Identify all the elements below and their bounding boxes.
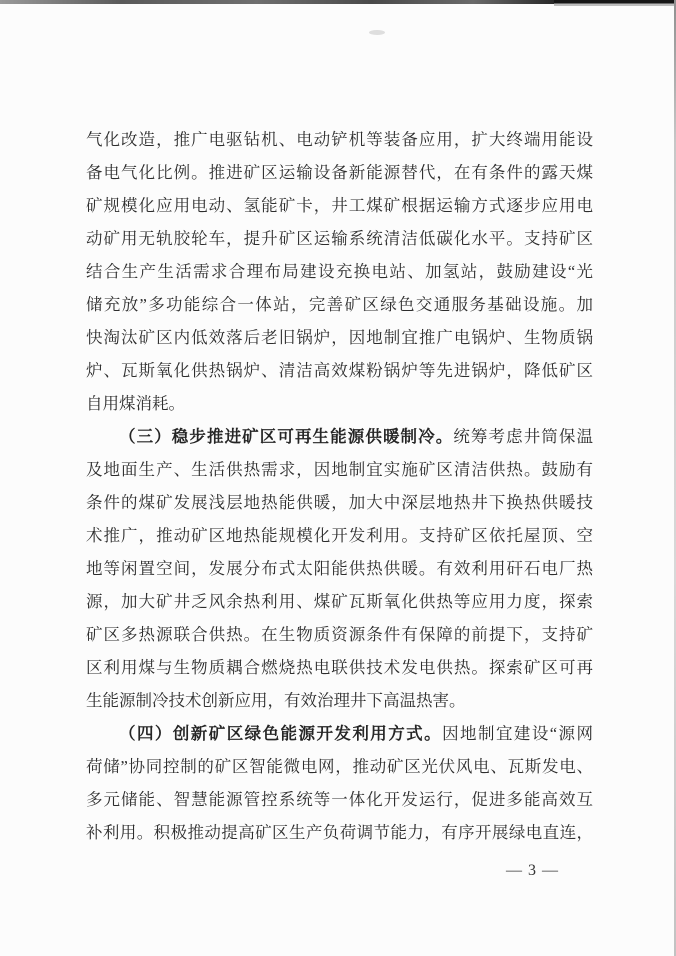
- text-line: 备电气化比例。推进矿区运输设备新能源替代，在有条件的露天煤: [86, 163, 593, 182]
- text-line: 多元储能、智慧能源管控系统等一体化开发运行，促进多能高效互: [86, 790, 593, 809]
- document-body: [86, 123, 593, 849]
- text-line: 炉、瓦斯氧化供热锅炉、清洁高效煤粉锅炉等先进锅炉，降低矿区: [86, 361, 593, 380]
- text-line: 气化改造，推广电驱钻机、电动铲机等装备应用，扩大终端用能设: [86, 130, 593, 149]
- text-line: 条件的煤矿发展浅层地热能供暖，加大中深层地热井下换热供暖技: [86, 493, 593, 512]
- text-line: 补利用。积极推动提高矿区生产负荷调节能力，有序开展绿电直连，: [86, 823, 593, 842]
- text-line: 动矿用无轨胶轮车，提升矿区运输系统清洁低碳化水平。支持矿区: [86, 229, 593, 248]
- text-line: 矿区多热源联合供热。在生物质资源条件有保障的前提下，支持矿: [86, 625, 593, 644]
- text-run: 因地制宜建设“源网: [442, 724, 593, 743]
- text-line: 储充放”多功能综合一体站，完善矿区绿色交通服务基础设施。加: [86, 295, 593, 314]
- text-line-section-start: [86, 420, 593, 453]
- text-line-paragraph-end: 生能源制冷技术创新应用，有效治理井下高温热害。: [86, 691, 466, 710]
- text-line: 地等闲置空间，发展分布式太阳能供热供暖。有效利用矸石电厂热: [86, 559, 593, 578]
- section-heading-4: （四）创新矿区绿色能源开发利用方式。: [119, 724, 443, 743]
- text-line: 及地面生产、生活供热需求，因地制宜实施矿区清洁供热。鼓励有: [86, 460, 593, 479]
- text-line: 荷储”协同控制的矿区智能微电网，推动矿区光伏风电、瓦斯发电、: [86, 757, 593, 776]
- text-line: 矿规模化应用电动、氢能矿卡，井工煤矿根据运输方式逐步应用电: [86, 196, 593, 215]
- text-line: 快淘汰矿区内低效落后老旧锅炉，因地制宜推广电锅炉、生物质锅: [86, 328, 593, 347]
- text-line-paragraph-end: 自用煤消耗。: [86, 394, 185, 413]
- section-heading-3: （三）稳步推进矿区可再生能源供暖制冷。: [119, 427, 454, 446]
- scan-smudge: [369, 30, 385, 35]
- scan-edge-top-right: [554, 0, 676, 6]
- text-line: 术推广，推动矿区地热能规模化开发利用。支持矿区依托屋顶、空: [86, 526, 593, 545]
- text-run: 统筹考虑井筒保温: [453, 427, 593, 446]
- text-line: 源，加大矿井乏风余热利用、煤矿瓦斯氧化供热等应用力度，探索: [86, 592, 593, 611]
- text-line: 区利用煤与生物质耦合燃烧热电联供技术发电供热。探索矿区可再: [86, 658, 593, 677]
- text-line-section-start: [86, 717, 593, 750]
- page-number: — 3 —: [506, 862, 559, 879]
- text-line: 结合生产生活需求合理布局建设充换电站、加氢站，鼓励建设“光: [86, 262, 593, 281]
